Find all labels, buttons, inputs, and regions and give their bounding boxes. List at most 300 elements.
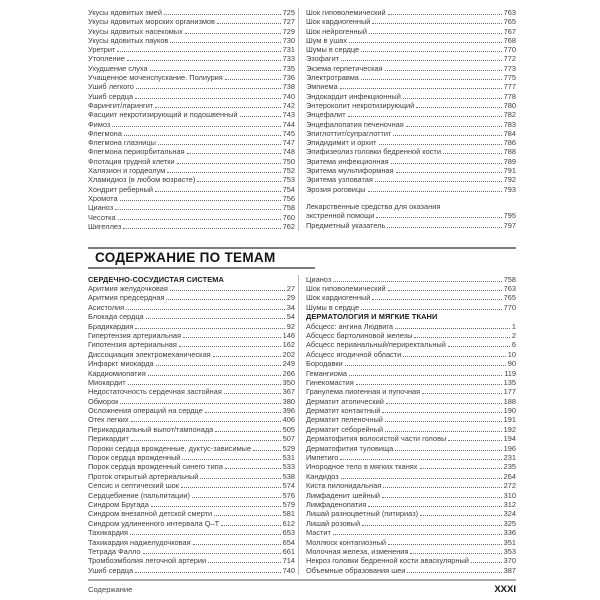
toc-entry [88,397,295,406]
topics-column-right [306,275,516,576]
toc-entry [88,101,295,110]
entry-title: Фимоз [88,119,111,129]
entry-page-number: 531 [282,453,295,463]
entry-title: Абсцесс перианальный/периректальный [306,340,446,350]
dot-leader [170,290,285,291]
toc-entry [306,293,516,302]
entry-title: Фасциит некротизирующий и подошвенный [88,110,238,120]
toc-entry [88,54,295,63]
dermatology-entries [306,322,516,576]
dot-leader [356,384,502,385]
toc-entry [306,185,516,194]
toc-entry [88,203,295,212]
entry-page-number: 740 [282,91,295,101]
dot-leader [403,98,502,99]
entry-title: Ушиб легкого [88,82,134,92]
dot-leader [112,126,280,127]
toc-entry [88,519,295,528]
dot-leader [345,365,506,366]
topics-block [88,275,516,576]
dot-leader [388,290,502,291]
entry-title: Недостаточность сердечная застойная [88,387,222,397]
entry-page-number: 795 [503,211,516,221]
toc-entry [88,387,295,396]
toc-entry [88,157,295,166]
toc-entry [88,434,295,443]
dot-leader [410,553,501,554]
dot-leader [368,506,501,507]
dot-leader [200,478,280,479]
category-header-dermatology: ДЕРМАТОЛОГИЯ И МЯГКИЕ ТКАНИ [306,312,438,322]
entry-page-number: 135 [503,377,516,387]
entry-page-number: 752 [282,166,295,176]
toc-entry [306,138,516,147]
entry-title: Укусы ядовитых насекомых [88,26,183,36]
toc-entry [306,54,516,63]
entry-title: Перикардиальный выпот/тампонада [88,424,214,434]
dot-leader [217,23,281,24]
entry-page-number: 783 [503,119,516,129]
toc-entry [88,194,295,203]
dot-leader [215,431,280,432]
toc-entry [306,36,516,45]
section-title: СОДЕРЖАНИЕ ПО ТЕМАМ [95,250,276,266]
entry-page-number: 727 [282,17,295,27]
entry-title: Гипертензия артериальная [88,330,182,340]
dot-leader [361,79,502,80]
toc-entry [306,303,516,312]
entry-page-number: 770 [503,45,516,55]
entry-title: Лишай разноцветный (питириаз) [306,509,419,519]
entry-title: Сердцебиение (пальпитации) [88,490,190,500]
entry-title: Мастит [306,528,331,538]
toc-entry [88,8,295,17]
entry-title: Бородавки [306,359,343,369]
entry-title: Абсцесс бартолиновой железы [306,330,413,340]
toc-entry [306,166,516,175]
dot-leader [135,98,281,99]
entry-page-number: 777 [503,82,516,92]
entry-page-number: 747 [282,138,295,148]
toc-entry [88,340,295,349]
entry-title: Проток открытый артериальный [88,471,199,481]
entry-title: Эндокардит инфекционный [306,91,401,101]
dot-leader [386,403,502,404]
dot-leader [375,181,502,182]
dot-leader [120,403,280,404]
toc-entry [88,73,295,82]
dot-leader [151,506,281,507]
dot-leader [130,534,281,535]
entry-page-number: 194 [503,434,516,444]
toc-entry [306,110,516,119]
entry-title: Синдром Бругада [88,500,149,509]
entry-page-number: 753 [282,175,295,185]
dot-leader [214,515,280,516]
toc-entry [88,222,295,231]
entry-title: Цианоз [306,274,332,284]
toc-entry [88,425,295,434]
entry-title: Укусы ядовитых пауков [88,35,169,45]
toc-entry [88,17,295,26]
toc-entry [306,462,516,471]
entry-title: Синдром удлиненного интервала Q–T [88,518,220,528]
entry-page-number: 756 [282,193,295,203]
toc-entry [88,350,295,359]
dot-leader [333,281,501,282]
entry-title: Кандидоз [306,471,339,481]
toc-entry [306,8,516,17]
index-column-right-entries [306,8,516,194]
entry-title: Тромбоэмболия легочной артерии [88,556,207,566]
entry-page-number: 574 [282,481,295,491]
entry-page-number: 740 [282,565,295,575]
dot-leader [403,356,505,357]
entry-page-number: 6 [511,340,516,350]
dot-leader [376,217,501,218]
dot-leader [150,70,281,71]
toc-entry [306,538,516,547]
toc-entry [306,120,516,129]
toc-entry [88,453,295,462]
dot-leader [372,299,501,300]
entry-title: Шумы в сердце [306,302,360,312]
entry-title: Шок гиповолемический [306,284,386,294]
dot-leader [166,299,284,300]
dot-leader [395,450,501,451]
entry-page-number: 54 [286,312,295,322]
toc-entry [306,73,516,82]
toc-entry [306,175,516,184]
entry-page-number: 312 [503,500,516,509]
dot-leader [393,135,501,136]
toc-entry [306,157,516,166]
toc-entry [306,415,516,424]
dot-leader [170,42,280,43]
dot-leader [414,337,509,338]
entry-title: Объемные образования шеи [306,565,406,575]
entry-page-number: 2 [511,330,516,340]
dot-leader [349,375,502,376]
entry-page-number: 406 [282,415,295,425]
entry-title: Флегмона [88,128,122,138]
entry-page-number: 767 [503,26,516,36]
toc-entry [88,444,295,453]
dot-leader [182,459,280,460]
entry-title: Дерматофития волосистой части головы [306,434,447,444]
entry-page-number: 529 [282,443,295,453]
entry-page-number: 533 [282,462,295,472]
toc-entry [88,213,295,222]
entry-page-number: 92 [286,321,295,331]
entry-page-number: 786 [503,138,516,148]
entry-title: Кардиомиопатия [88,368,146,378]
entry-title: экстренной помощи [306,211,375,221]
entry-title: Эзофагит [306,54,340,64]
dot-leader [135,328,284,329]
dot-leader [368,191,502,192]
entry-page-number: 772 [503,54,516,64]
dot-leader [120,200,281,201]
entry-title: Флегмона глазницы [88,138,156,148]
entry-title: Блокада сердца [88,312,144,322]
entry-page-number: 730 [282,35,295,45]
entry-page-number: 581 [282,509,295,519]
footer-section-label: Содержание [88,585,133,595]
entry-page-number: 507 [282,434,295,444]
entry-page-number: 272 [503,481,516,491]
dot-leader [406,126,502,127]
toc-entry [306,387,516,396]
entry-title: Дерматит контактный [306,406,381,416]
entry-title: Тахикардия [88,528,129,538]
toc-entry [88,547,295,556]
toc-entry [88,481,295,490]
dot-leader [388,14,502,15]
entry-title: Обморок [88,396,119,406]
dot-leader [448,440,501,441]
entry-page-number: 396 [282,406,295,416]
toc-entry [88,509,295,518]
entry-page-number: 793 [503,184,516,194]
footer-page-number: XXXI [494,584,516,596]
entry-title: Флегмона периорбитальная [88,147,185,157]
entry-title: Эпифизеолиз головки бедренной кости [306,147,441,157]
toc-entry [306,129,516,138]
entry-title: Хондрит реберный [88,184,154,194]
entry-page-number: 1 [511,321,516,331]
toc-entry [88,462,295,471]
dot-leader [167,172,280,173]
toc-entry [306,509,516,518]
entry-page-number: 162 [282,340,295,350]
entry-page-number: 773 [503,63,516,73]
entry-title: Энцефалопатия печеночная [306,119,404,129]
toc-entry [306,397,516,406]
dot-leader [383,487,501,488]
entry-page-number: 380 [282,396,295,406]
entry-page-number: 765 [503,17,516,27]
dot-leader [177,163,281,164]
entry-page-number: 266 [282,368,295,378]
entry-page-number: 768 [503,35,516,45]
dot-leader [385,431,502,432]
entry-title: Диссоциация электромеханическая [88,349,211,359]
entry-title: Инфаркт миокарда [88,359,154,369]
dot-leader [193,544,281,545]
toc-entry [306,92,516,101]
entry-page-number: 350 [282,377,295,387]
entry-page-number: 797 [503,220,516,230]
toc-entry [306,444,516,453]
entry-page-number: 119 [504,368,516,378]
dot-leader [395,328,510,329]
dot-leader [221,525,281,526]
entry-page-number: 763 [503,8,516,17]
entry-title: Сепсис и септический шок [88,481,179,491]
dot-leader [385,421,502,422]
toc-entry [88,359,295,368]
entry-page-number: 353 [503,546,516,556]
category-header-cardio: СЕРДЕЧНО-СОСУДИСТАЯ СИСТЕМА [88,274,224,284]
dot-leader [340,88,502,89]
entry-title: Гипотензия артериальная [88,340,177,350]
dot-leader [471,562,502,563]
entry-title: Лимфаденит шейный [306,490,381,500]
entry-page-number: 758 [282,203,295,213]
toc-entry [306,331,516,340]
dot-leader [124,135,281,136]
toc-entry [306,472,516,481]
toc-entry [306,359,516,368]
dot-leader [407,572,501,573]
toc-entry [88,129,295,138]
toc-entry [88,331,295,340]
entry-title: Осложнения операций на сердце [88,406,203,416]
toc-entry [306,17,516,26]
dot-leader [333,534,502,535]
entry-title: Перикардит [88,434,129,444]
dot-leader [118,219,281,220]
entry-title: Чесотка [88,212,116,222]
entry-page-number: 264 [503,471,516,481]
entry-page-number: 714 [282,556,295,566]
dot-leader [183,337,281,338]
entry-page-number: 742 [282,100,295,110]
entry-page-number: 744 [282,119,295,129]
entry-page-number: 762 [282,221,295,231]
entry-page-number: 90 [507,359,516,369]
toc-entry [88,566,295,575]
entry-title: Отек легких [88,415,129,425]
entry-title: Некроз головки бедренной кости аваскулярный [306,556,469,566]
toc-entry [88,369,295,378]
toc-entry [306,453,516,462]
entry-page-number: 748 [282,147,295,157]
entry-page-number: 654 [282,537,295,547]
page-footer [88,579,516,595]
dot-leader [136,88,281,89]
dot-leader [369,33,502,34]
toc-entry [306,481,516,490]
cardio-entries-continued [306,275,516,313]
toc-entry [306,211,516,220]
entry-page-number: 736 [282,73,295,83]
dot-leader [361,51,502,52]
index-column-right [306,8,516,231]
dot-leader [388,544,502,545]
entry-title: Шок кардиогенный [306,17,371,27]
entry-page-number: 231 [503,453,516,463]
entry-title: Эпидидимит и орхит [306,138,377,148]
toc-entry [306,350,516,359]
entry-title: Аритмия предсердная [88,293,165,303]
entry-title: Брадикардия [88,321,134,331]
entry-page-number: 196 [503,443,516,453]
entry-title: Шок кардиогенный [306,293,371,303]
toc-entry [306,519,516,528]
dot-leader [131,421,281,422]
entry-title: Электротравма [306,73,359,83]
entry-title: Гинекомастия [306,377,354,387]
entry-title: Энцефалит [306,110,346,120]
toc-entry [306,101,516,110]
entry-title: Шок нейрогенный [306,26,367,36]
toc-entry [306,221,516,230]
entry-page-number: 34 [286,302,295,312]
toc-entry [88,528,295,537]
entry-title: Экзема герпетическая [306,63,383,73]
dot-leader [115,209,280,210]
entry-title: Моллюск контагиозный [306,537,387,547]
entry-title: Лимфаденопатия [306,500,367,509]
entry-page-number: 725 [282,8,295,17]
entry-page-number: 775 [503,73,516,83]
entry-title: Абсцесс ягодичной области [306,349,402,359]
toc-entry [88,110,295,119]
dot-leader [192,497,281,498]
dot-leader [146,318,285,319]
entry-title: Асистолия [88,302,125,312]
entry-title: Уретрит [88,45,116,55]
entry-page-number: 235 [503,462,516,472]
toc-entry [306,556,516,565]
entry-title: Порок сердца врожденный синего типа [88,462,223,472]
dot-leader [448,346,510,347]
entry-page-number: 10 [507,349,516,359]
dot-leader [391,163,502,164]
entry-title: Халязион и гордеолум [88,166,166,176]
entry-page-number: 370 [503,556,516,566]
entry-page-number: 202 [282,349,295,359]
toc-entry [306,434,516,443]
entry-page-number: 27 [286,284,295,294]
dot-leader [362,525,502,526]
entry-title: Укусы ядовитых морских организмов [88,17,215,27]
entry-page-number: 579 [282,500,295,509]
toc-entry [88,64,295,73]
toc-entry [88,175,295,184]
entry-title: Молочная железа, изменения [306,546,409,556]
dot-leader [253,450,281,451]
entry-page-number: 784 [503,128,516,138]
cardio-entries [88,284,295,575]
toc-entry [306,500,516,509]
dot-leader [416,107,501,108]
entry-page-number: 367 [282,387,295,397]
entry-title: Порок сердца врожденный [88,453,181,463]
dot-leader [422,393,501,394]
toc-entry [306,547,516,556]
entry-page-number: 336 [503,528,516,538]
entry-title: Эритема инфекционная [306,156,389,166]
toc-entry [88,415,295,424]
column-divider [298,275,299,576]
entry-page-number: 729 [282,26,295,36]
dot-leader [225,468,281,469]
entry-page-number: 661 [282,546,295,556]
toc-entry [306,406,516,415]
entry-page-number: 505 [282,424,295,434]
entry-title: Укусы ядовитых змей [88,8,162,17]
entry-page-number: 745 [282,128,295,138]
entry-page-number: 190 [503,406,516,416]
toc-entry [306,45,516,54]
entry-page-number: 765 [503,293,516,303]
dot-leader [361,309,502,310]
dot-leader [123,228,280,229]
toc-entry [88,472,295,481]
